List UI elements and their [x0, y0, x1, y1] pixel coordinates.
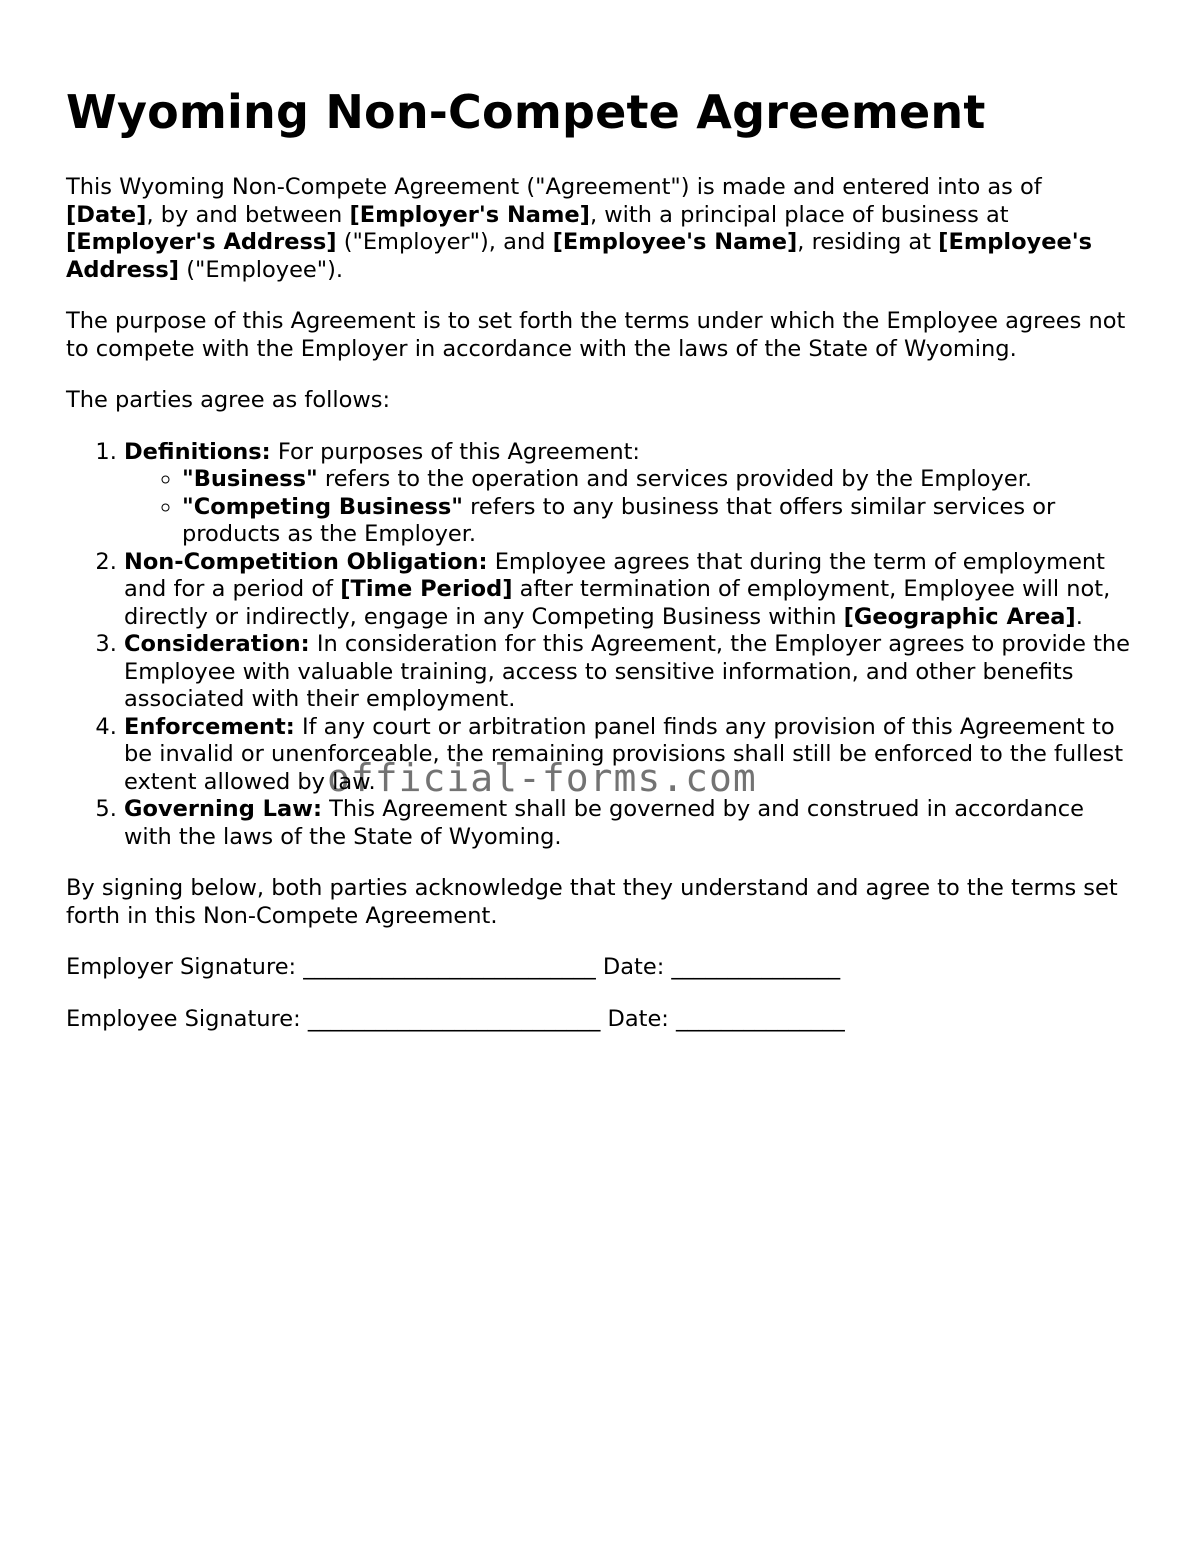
document-page	[66, 84, 1132, 1057]
clause-heading: Governing Law:	[124, 796, 322, 822]
employee-name-placeholder: [Employee's Name]	[552, 229, 798, 255]
intro-text-1: This Wyoming Non-Compete Agreement ("Agreement") is made and entered into as of	[66, 174, 1042, 200]
employer-address-placeholder: [Employer's Address]	[66, 229, 337, 255]
clause-heading: Consideration:	[124, 631, 310, 657]
clause-consideration	[124, 631, 1132, 714]
clause-enforcement	[124, 713, 1132, 800]
clause-text: .	[1075, 603, 1083, 630]
intro-text-5: , residing at	[797, 229, 939, 255]
time-period-placeholder: [Time Period]	[340, 576, 513, 602]
clause-heading: Definitions:	[124, 438, 271, 465]
clauses-list	[66, 439, 1132, 852]
employee-address-placeholder: [Employee's Address]	[66, 229, 1093, 283]
definition-text: refers to the operation and services provided by the Employer.	[317, 466, 1033, 492]
geographic-area-placeholder: [Geographic Area]	[843, 603, 1076, 630]
definition-term: "Competing Business"	[182, 493, 463, 520]
clause-text: This Agreement shall be governed by and construed in accordance with the laws of the State of Wyoming.	[124, 796, 1084, 850]
clause-heading: Enforcement:	[124, 713, 295, 740]
employee-signature-line[interactable]: Employee Signature: __________________________ Date: _______________	[66, 1005, 845, 1032]
intro-text-2: , by and between	[146, 201, 350, 228]
definitions-list	[124, 466, 1132, 549]
clause-text: Employee agrees that during the term of employment and for a period of	[124, 548, 1105, 602]
intro-text-3: , with a principal place of business at	[589, 201, 1009, 228]
definition-term: "Business"	[182, 466, 318, 492]
clause-heading: Non-Competition Obligation:	[124, 548, 488, 575]
clause-governing-law	[124, 796, 1132, 851]
clause-non-competition	[124, 549, 1132, 632]
clause-definitions	[124, 439, 1132, 549]
purpose-paragraph: The purpose of this Agreement is to set forth the terms under which the Employee agrees not to compete with the Employer in accordance with the laws of the State of Wyoming.	[66, 308, 1126, 362]
intro-text-4: ("Employer"), and	[336, 229, 553, 255]
clause-text: In consideration for this Agreement, the Employer agrees to provide the Employee with valuable training, access to sensitive information, and other benefits associated with their employment.	[124, 631, 1131, 712]
document-title: Wyoming Non-Compete Agreement	[66, 85, 986, 139]
clause-text: If any court or arbitration panel finds any provision of this Agreement to be invalid or unenforceable, the remaining provisions shall still be enforced to the fullest extent allowed by law.	[124, 713, 1124, 795]
watermark: official-forms.com	[327, 756, 757, 800]
definition-text: refers to any business that offers similar services or products as the Employer.	[182, 493, 1056, 547]
clause-text: after termination of employment, Employee will not, directly or indirectly, engage in any Competing Business within	[124, 576, 1111, 630]
clause-text: For purposes of this Agreement:	[270, 438, 641, 465]
employer-name-placeholder: [Employer's Name]	[349, 201, 590, 228]
employer-signature-line[interactable]: Employer Signature: __________________________ Date: _______________	[66, 954, 841, 980]
intro-text-6: ("Employee").	[179, 256, 344, 283]
definition-business	[182, 466, 1132, 494]
definition-competing-business	[182, 494, 1132, 549]
acknowledgement-paragraph: By signing below, both parties acknowledge that they understand and agree to the terms set forth in this Non-Compete Agreement.	[66, 875, 1118, 929]
date-placeholder: [Date]	[66, 201, 147, 228]
intro-paragraph	[66, 174, 1132, 284]
parties-agree-paragraph: The parties agree as follows:	[66, 387, 391, 413]
